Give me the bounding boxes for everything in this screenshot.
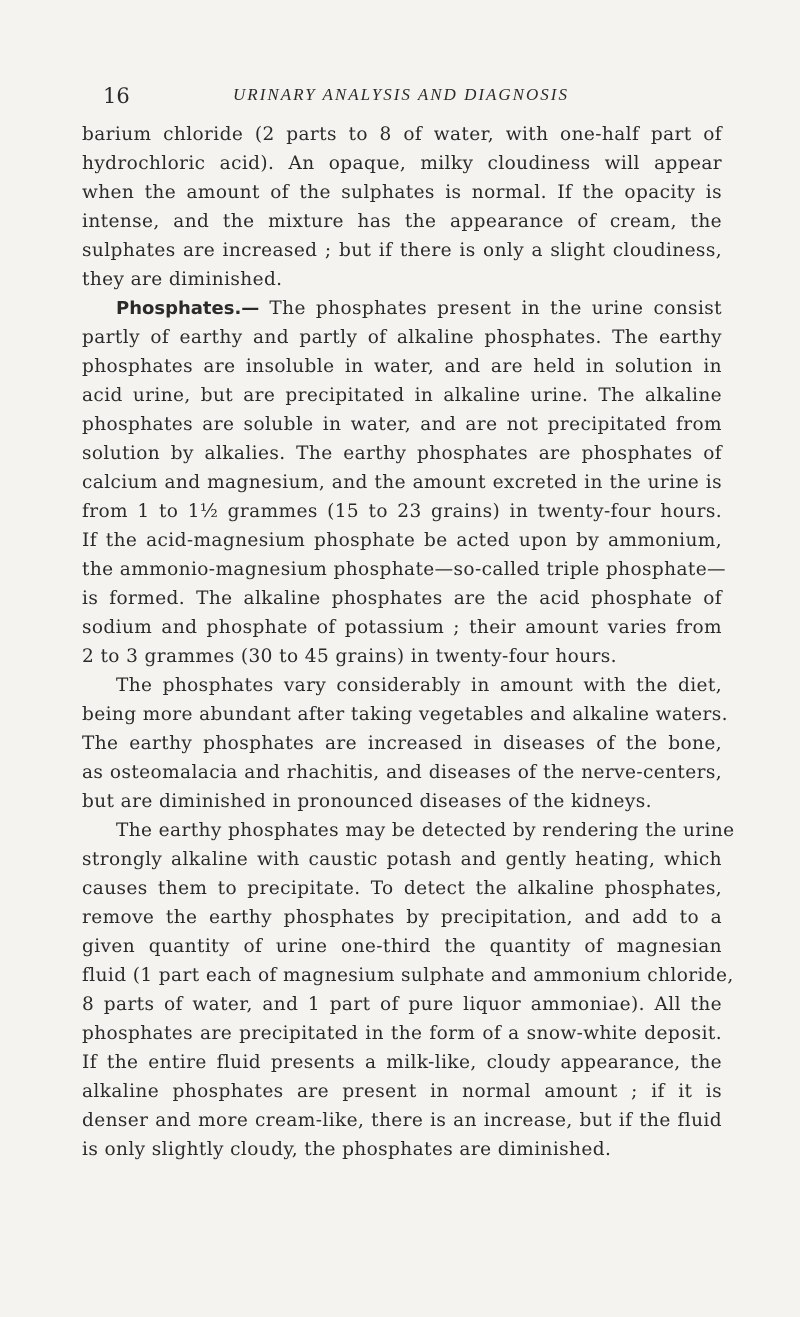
text-line: acid urine, but are precipitated in alkaline urine. The alkaline bbox=[82, 385, 722, 406]
text-line: the ammonio-magnesium phosphate—so-called triple phosphate— bbox=[82, 559, 726, 580]
running-title: URINARY ANALYSIS AND DIAGNOSIS bbox=[233, 85, 569, 104]
text-line: partly of earthy and partly of alkaline phosphates. The earthy bbox=[82, 327, 722, 348]
text-line: as osteomalacia and rhachitis, and diseases of the nerve-centers, bbox=[82, 762, 722, 783]
text-line: The earthy phosphates are increased in diseases of the bone, bbox=[82, 733, 722, 754]
text-line: phosphates are insoluble in water, and are held in solution in bbox=[82, 356, 722, 377]
text-line: given quantity of urine one-third the quantity of magnesian bbox=[82, 936, 722, 957]
text-line: they are diminished. bbox=[82, 269, 283, 290]
text-line: fluid (1 part each of magnesium sulphate and ammonium chloride, bbox=[82, 965, 734, 986]
text-line: from 1 to 1½ grammes (15 to 23 grains) in twenty-four hours. bbox=[82, 501, 722, 522]
section-start-line bbox=[82, 294, 722, 323]
text-line: solution by alkalies. The earthy phosphates are phosphates of bbox=[82, 443, 722, 464]
text-line: calcium and magnesium, and the amount excreted in the urine is bbox=[82, 472, 722, 493]
text-line: 8 parts of water, and 1 part of pure liquor ammoniae). All the bbox=[82, 994, 722, 1015]
text-line: denser and more cream-like, there is an increase, but if the fluid bbox=[82, 1110, 722, 1131]
text-line: is only slightly cloudy, the phosphates are diminished. bbox=[82, 1139, 612, 1160]
text-line: remove the earthy phosphates by precipitation, and add to a bbox=[82, 907, 722, 928]
body-text bbox=[82, 120, 735, 1164]
text-line: phosphates are soluble in water, and are not precipitated from bbox=[82, 414, 722, 435]
text-line: hydrochloric acid). An opaque, milky cloudiness will appear bbox=[82, 153, 722, 174]
text-line: but are diminished in pronounced diseases of the kidneys. bbox=[82, 791, 652, 812]
text-line: barium chloride (2 parts to 8 of water, with one-half part of bbox=[82, 124, 722, 145]
text-line: strongly alkaline with caustic potash and gently heating, which bbox=[82, 849, 722, 870]
page-number: 16 bbox=[103, 84, 130, 108]
text-line: 2 to 3 grammes (30 to 45 grains) in twenty-four hours. bbox=[82, 646, 617, 667]
text-line: causes them to precipitate. To detect the alkaline phosphates, bbox=[82, 878, 722, 899]
page-header bbox=[103, 84, 699, 114]
text-line: The phosphates vary considerably in amount with the diet, bbox=[116, 675, 722, 696]
text-line: alkaline phosphates are present in normal amount ; if it is bbox=[82, 1081, 722, 1102]
text-line: intense, and the mixture has the appearance of cream, the bbox=[82, 211, 722, 232]
text-line: If the acid-magnesium phosphate be acted upon by ammonium, bbox=[82, 530, 722, 551]
section-lead-text: The phosphates present in the urine consist bbox=[269, 298, 723, 319]
text-line: If the entire fluid presents a milk-like, cloudy appearance, the bbox=[82, 1052, 722, 1073]
text-line: is formed. The alkaline phosphates are the acid phosphate of bbox=[82, 588, 722, 609]
text-line: being more abundant after taking vegetables and alkaline waters. bbox=[82, 704, 728, 725]
text-line: sodium and phosphate of potassium ; their amount varies from bbox=[82, 617, 722, 638]
text-line: phosphates are precipitated in the form of a snow-white deposit. bbox=[82, 1023, 722, 1044]
text-line: The earthy phosphates may be detected by rendering the urine bbox=[116, 820, 735, 841]
text-line: sulphates are increased ; but if there is only a slight cloudiness, bbox=[82, 240, 722, 261]
text-line: when the amount of the sulphates is normal. If the opacity is bbox=[82, 182, 722, 203]
section-heading: Phosphates.— bbox=[116, 298, 260, 319]
